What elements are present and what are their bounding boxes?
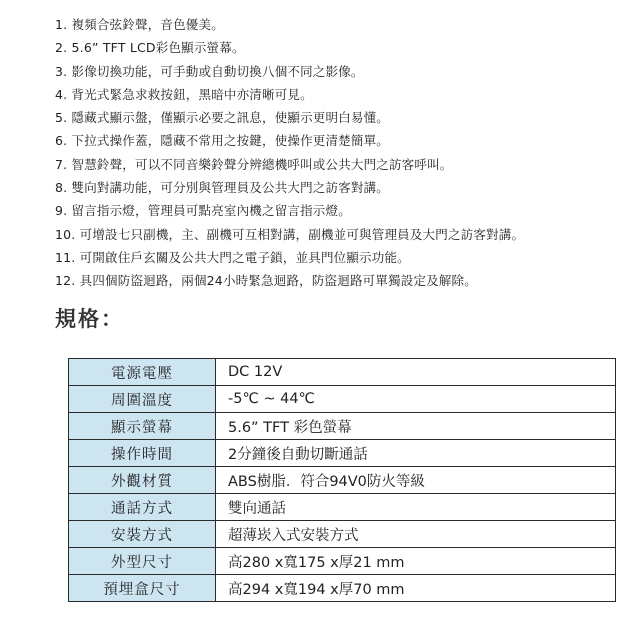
spec-label-installation: 安裝方式 — [69, 521, 216, 548]
table-row — [69, 521, 616, 548]
table-row — [69, 359, 616, 386]
spec-value-operation-time: 2分鐘後自動切斷通話 — [216, 440, 616, 467]
spec-value-temperature: -5℃ ~ 44℃ — [216, 386, 616, 413]
table-row — [69, 386, 616, 413]
spec-value-material: ABS樹脂．符合94V0防火等級 — [216, 467, 616, 494]
feature-item-4: 4. 背光式緊急求救按鈕，黑暗中亦清晰可見。 — [55, 86, 313, 102]
spec-label-operation-time: 操作時間 — [69, 440, 216, 467]
feature-item-12: 12. 具四個防盜迴路，兩個24小時緊急迴路，防盜迴路可單獨設定及解除。 — [55, 273, 477, 289]
spec-value-call-mode: 雙向通話 — [216, 494, 616, 521]
table-row — [69, 467, 616, 494]
feature-item-11: 11. 可開啟住戶玄關及公共大門之電子鎖，並具門位顯示功能。 — [55, 249, 410, 265]
table-row — [69, 413, 616, 440]
feature-item-9: 9. 留言指示燈，管理員可點亮室內機之留言指示燈。 — [55, 203, 351, 219]
feature-item-1: 1. 複頻合弦鈴聲，音色優美。 — [55, 17, 224, 32]
spec-label-call-mode: 通話方式 — [69, 494, 216, 521]
feature-item-3: 3. 影像切換功能，可手動或自動切換八個不同之影像。 — [55, 63, 364, 79]
feature-list — [55, 13, 635, 293]
table-row — [69, 548, 616, 575]
feature-item-7: 7. 智慧鈴聲，可以不同音樂鈴聲分辨總機呼叫或公共大門之訪客呼叫。 — [55, 156, 453, 172]
spec-value-display: 5.6” TFT 彩色螢幕 — [216, 413, 616, 440]
spec-label-display: 顯示螢幕 — [69, 413, 216, 440]
spec-label-material: 外觀材質 — [69, 467, 216, 494]
spec-label-temperature: 周圍溫度 — [69, 386, 216, 413]
table-row — [69, 440, 616, 467]
feature-item-2: 2. 5.6” TFT LCD彩色顯示螢幕。 — [55, 40, 245, 56]
spec-heading: 規格： — [55, 307, 124, 331]
feature-item-10: 10. 可增設七只副機，主、副機可互相對講，副機並可與管理員及大門之訪客對講。 — [55, 226, 525, 242]
spec-value-voltage: DC 12V — [216, 359, 616, 386]
feature-item-8: 8. 雙向對講功能，可分別與管理員及公共大門之訪客對講。 — [55, 180, 390, 196]
spec-value-installation: 超薄崁入式安裝方式 — [216, 521, 616, 548]
spec-label-dimensions: 外型尺寸 — [69, 548, 216, 575]
table-row — [69, 575, 616, 602]
feature-item-5: 5. 隱藏式顯示盤，僅顯示必要之訊息，使顯示更明白易懂。 — [55, 110, 390, 126]
table-row — [69, 494, 616, 521]
feature-item-6: 6. 下拉式操作蓋，隱藏不常用之按鍵，使操作更清楚簡單。 — [55, 133, 390, 149]
spec-value-dimensions: 高280 x寬175 x厚21 mm — [216, 548, 616, 575]
spec-label-voltage: 電源電壓 — [69, 359, 216, 386]
spec-value-box-dimensions: 高294 x寬194 x厚70 mm — [216, 575, 616, 602]
spec-label-box-dimensions: 預埋盒尺寸 — [69, 575, 216, 602]
spec-table — [68, 358, 616, 602]
